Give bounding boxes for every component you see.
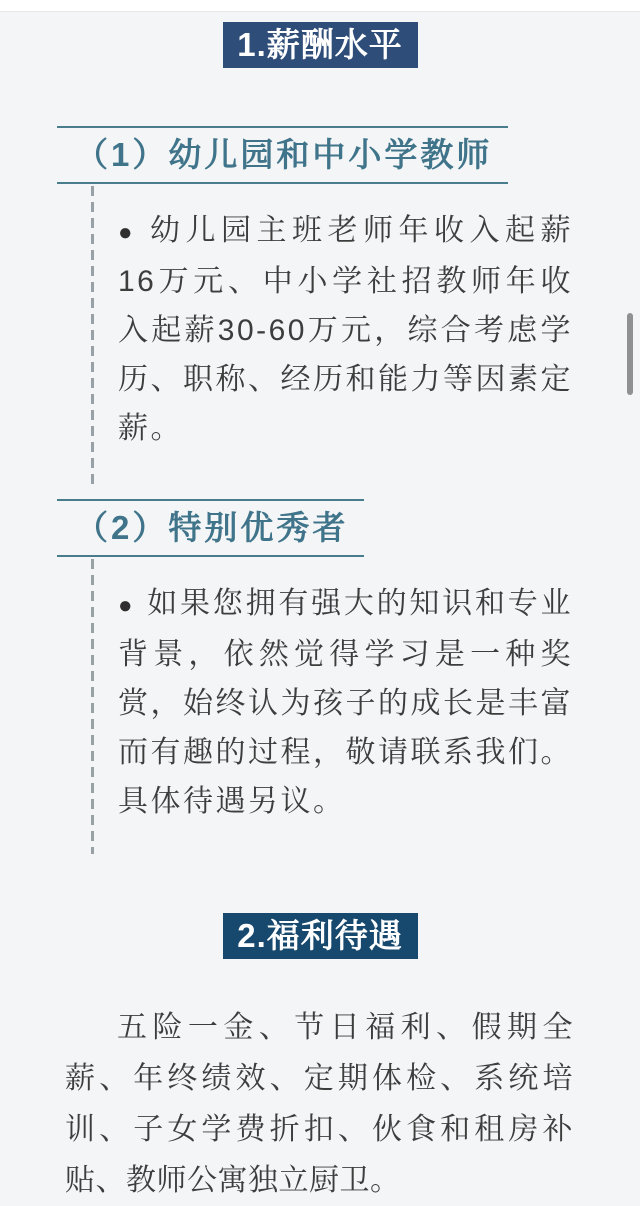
dashed-line bbox=[91, 186, 94, 489]
subsection-2-text: 如果您拥有强大的知识和专业背景，依然觉得学习是一种奖赏，始终认为孩子的成长是丰富而有趣的过程，敬请联系我们。具体待遇另议。 bbox=[118, 587, 573, 818]
dashed-line bbox=[91, 559, 94, 854]
subsection-2-paragraph bbox=[118, 579, 573, 826]
scrollbar-thumb[interactable] bbox=[627, 313, 633, 395]
subsection-2-heading-row bbox=[57, 499, 640, 557]
top-white-strip bbox=[0, 0, 640, 12]
subsection-1-paragraph bbox=[118, 206, 573, 453]
bullet-icon: ● bbox=[118, 592, 136, 619]
subsection-1-body-block bbox=[91, 184, 573, 489]
benefits-paragraph: 五险一金、节日福利、假期全薪、年终绩效、定期体检、系统培训、子女学费折扣、伙食和租房补贴、教师公寓独立厨卫。 bbox=[65, 1011, 573, 1197]
subsection-1-text: 幼儿园主班老师年收入起薪16万元、中小学社招教师年收入起薪30-60万元，综合考虑学历、职称、经历和能力等因素定薪。 bbox=[118, 214, 573, 445]
subsection-2-body-block bbox=[91, 557, 573, 854]
benefits-section-header: 2.福利待遇 bbox=[223, 913, 418, 959]
subsection-2-heading: （2）特别优秀者 bbox=[57, 499, 364, 557]
subsection-1-heading: （1）幼儿园和中小学教师 bbox=[57, 126, 508, 184]
bullet-icon: ● bbox=[118, 219, 138, 246]
subsection-1-heading-row bbox=[57, 126, 640, 184]
salary-section-header: 1.薪酬水平 bbox=[223, 22, 418, 68]
